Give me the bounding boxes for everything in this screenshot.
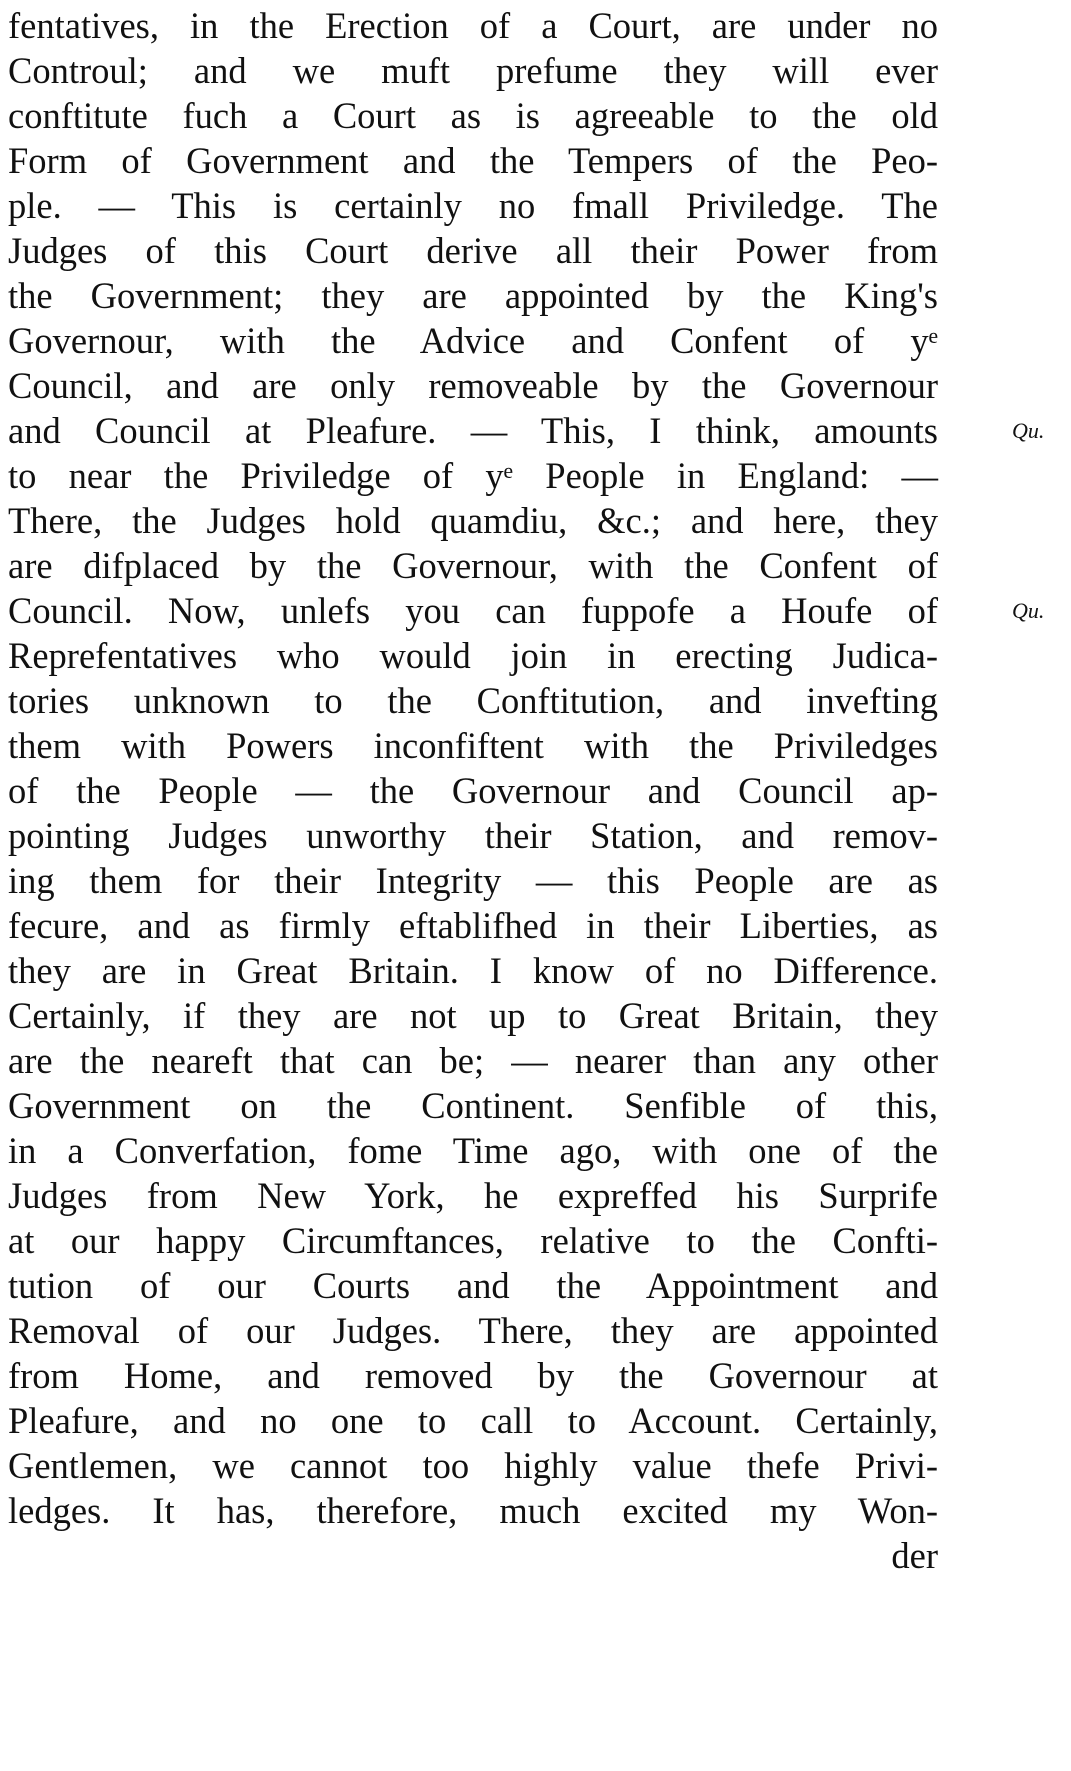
text-line: ple. — This is certainly no fmall Priviledge. The xyxy=(8,185,938,226)
text-line: Council, and are only removeable by the Governour xyxy=(8,365,938,406)
text-line: Form of Government and the Tempers of the Peo- xyxy=(8,140,938,181)
text-line: at our happy Circumftances, relative to the Confti- xyxy=(8,1220,938,1261)
margin-note-query: Qu. xyxy=(1012,418,1045,443)
text-line: fecure, and as firmly eftablifhed in their Liberties, as xyxy=(8,905,938,946)
catchword: der xyxy=(891,1535,938,1576)
text-line: Pleafure, and no one to call to Account. Certainly, xyxy=(8,1400,938,1441)
text-line: ledges. It has, therefore, much excited my Won- xyxy=(8,1490,938,1531)
text-line: Reprefentatives who would join in erecting Judica- xyxy=(8,635,938,676)
text-line: conftitute fuch a Court as is agreeable to the old xyxy=(8,95,938,136)
text-line: Government on the Continent. Senfible of this, xyxy=(8,1085,938,1126)
text-line: them with Powers inconfiftent with the Priviledges xyxy=(8,725,938,766)
margin-note-query: Qu. xyxy=(1012,598,1045,623)
text-line: to near the Priviledge of yᵉ People in England: — xyxy=(8,455,938,496)
text-line: Removal of our Judges. There, they are appointed xyxy=(8,1310,938,1351)
text-line: Gentlemen, we cannot too highly value thefe Privi- xyxy=(8,1445,938,1486)
text-line: from Home, and removed by the Governour at xyxy=(8,1355,938,1396)
text-line: Governour, with the Advice and Confent of yᵉ xyxy=(8,320,938,361)
text-line: they are in Great Britain. I know of no Difference. xyxy=(8,950,938,991)
text-line: tories unknown to the Conftitution, and invefting xyxy=(8,680,938,721)
text-line: are difplaced by the Governour, with the Confent of xyxy=(8,545,938,586)
text-line: There, the Judges hold quamdiu, &c.; and here, they xyxy=(8,500,938,541)
text-line: pointing Judges unworthy their Station, and remov- xyxy=(8,815,938,856)
text-line: and Council at Pleafure. — This, I think, amounts xyxy=(8,410,938,451)
text-line: in a Converfation, fome Time ago, with one of the xyxy=(8,1130,938,1171)
text-line: Certainly, if they are not up to Great Britain, they xyxy=(8,995,938,1036)
text-line: the Government; they are appointed by the King's xyxy=(8,275,938,316)
text-line: Controul; and we muft prefume they will ever xyxy=(8,50,938,91)
text-line: of the People — the Governour and Council ap- xyxy=(8,770,938,811)
text-line: are the neareft that can be; — nearer than any other xyxy=(8,1040,938,1081)
text-line: tution of our Courts and the Appointment and xyxy=(8,1265,938,1306)
text-line: Judges of this Court derive all their Power from xyxy=(8,230,938,271)
text-line: fentatives, in the Erection of a Court, are under no xyxy=(8,5,938,46)
text-line: ing them for their Integrity — this People are as xyxy=(8,860,938,901)
text-line: Judges from New York, he expreffed his Surprife xyxy=(8,1175,938,1216)
text-line: Council. Now, unlefs you can fuppofe a Houfe of xyxy=(8,590,938,631)
